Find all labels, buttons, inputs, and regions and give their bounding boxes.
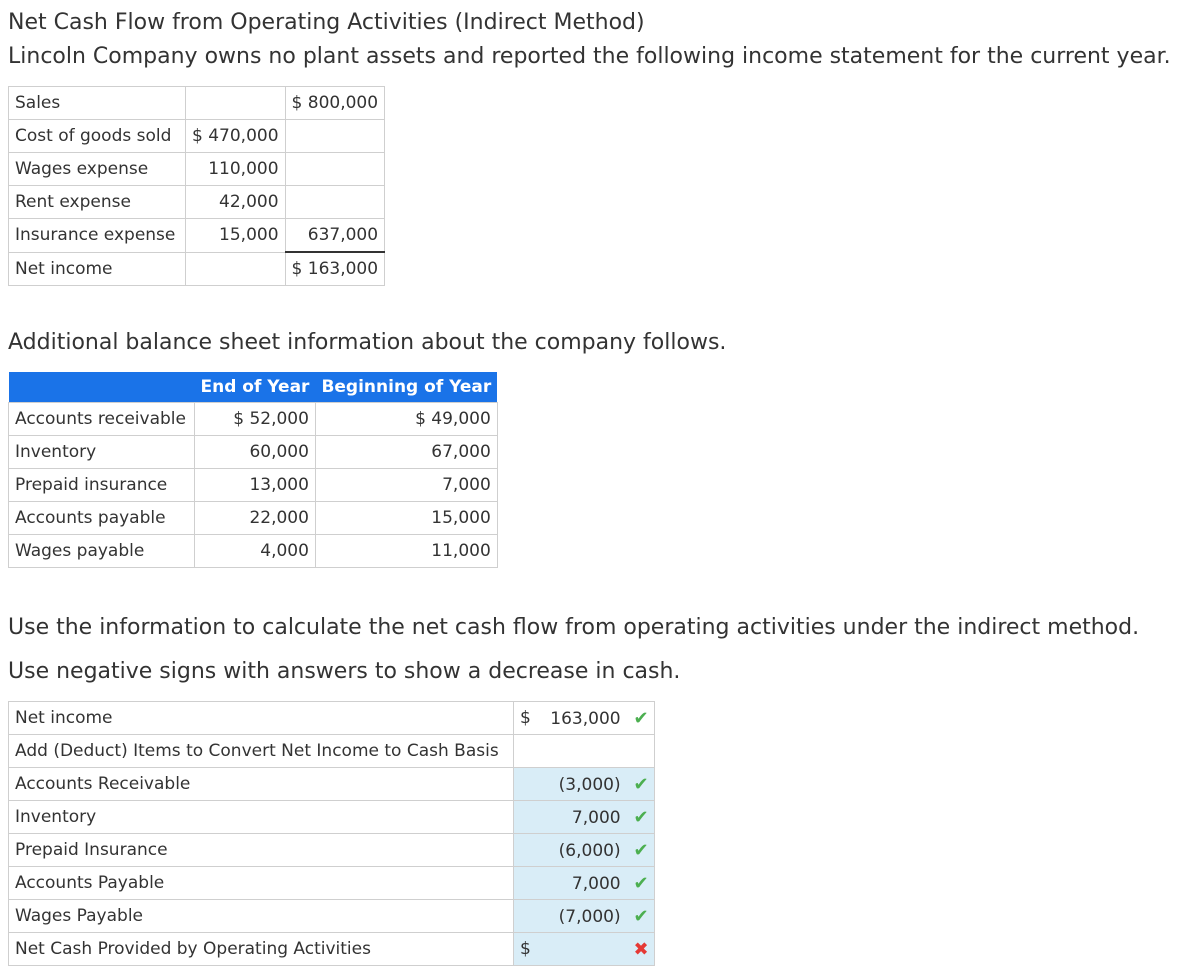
row-label: Net Cash Provided by Operating Activities xyxy=(9,933,514,966)
x-icon: ✖ xyxy=(633,938,649,960)
table-row xyxy=(9,801,655,834)
cell-end: $ 52,000 xyxy=(195,403,316,436)
table-row xyxy=(9,186,385,219)
row-label: Cost of goods sold xyxy=(9,120,186,153)
answer-value: (7,000) xyxy=(558,906,621,927)
page-title: Net Cash Flow from Operating Activities (Indirect Method) xyxy=(8,10,645,35)
table-row xyxy=(9,153,385,186)
cell-begin: $ 49,000 xyxy=(315,403,497,436)
balance-intro: Additional balance sheet information about the company follows. xyxy=(8,330,727,355)
cell-begin: 67,000 xyxy=(315,436,497,469)
table-header-row xyxy=(9,372,498,403)
check-icon: ✔ xyxy=(633,905,649,927)
table-row xyxy=(9,219,385,253)
row-label: Wages Payable xyxy=(9,900,514,933)
row-label: Insurance expense xyxy=(9,219,186,253)
row-label: Rent expense xyxy=(9,186,186,219)
row-label: Inventory xyxy=(9,801,514,834)
cell-begin: 15,000 xyxy=(315,502,497,535)
check-icon: ✔ xyxy=(633,806,649,828)
answer-field-prepaid-insurance[interactable] xyxy=(514,834,655,867)
table-row xyxy=(9,120,385,153)
cell-col2: $ 163,000 xyxy=(285,252,385,286)
row-label: Wages payable xyxy=(9,535,195,568)
cell-col2 xyxy=(285,186,385,219)
cell-col2 xyxy=(285,153,385,186)
cell-col2 xyxy=(285,120,385,153)
page-subtitle: Lincoln Company owns no plant assets and reported the following income statement for the current year. xyxy=(8,44,1171,69)
table-row xyxy=(9,768,655,801)
header-beginning-of-year: Beginning of Year xyxy=(315,372,497,403)
row-label: Accounts Receivable xyxy=(9,768,514,801)
table-row xyxy=(9,403,498,436)
cell-col1: $ 470,000 xyxy=(186,120,286,153)
answer-value: 7,000 xyxy=(571,873,621,894)
row-label: Prepaid Insurance xyxy=(9,834,514,867)
cell-end: 13,000 xyxy=(195,469,316,502)
answer-field-net-cash[interactable] xyxy=(514,933,655,966)
check-icon: ✔ xyxy=(633,872,649,894)
answer-value: (3,000) xyxy=(558,774,621,795)
row-label: Add (Deduct) Items to Convert Net Income to Cash Basis xyxy=(9,735,514,768)
table-row xyxy=(9,252,385,286)
row-label: Net income xyxy=(9,702,514,735)
balance-sheet-table xyxy=(8,372,498,568)
instruction-2: Use negative signs with answers to show a decrease in cash. xyxy=(8,659,681,684)
table-row xyxy=(9,87,385,120)
cell-begin: 7,000 xyxy=(315,469,497,502)
cell-col1: 15,000 xyxy=(186,219,286,253)
table-row xyxy=(9,535,498,568)
cell-col1 xyxy=(186,252,286,286)
answer-value: (6,000) xyxy=(558,840,621,861)
cell-col1 xyxy=(186,87,286,120)
row-label: Accounts receivable xyxy=(9,403,195,436)
answer-field-wages-payable[interactable] xyxy=(514,900,655,933)
row-label: Inventory xyxy=(9,436,195,469)
answer-field-net-income[interactable] xyxy=(514,702,655,735)
header-end-of-year: End of Year xyxy=(195,372,316,403)
answer-table xyxy=(8,701,655,966)
answer-value: 163,000 xyxy=(550,708,621,729)
answer-field-inventory[interactable] xyxy=(514,801,655,834)
answer-cell-empty xyxy=(514,735,655,768)
row-label: Accounts payable xyxy=(9,502,195,535)
instruction-1: Use the information to calculate the net cash flow from operating activities under the indirect method. xyxy=(8,615,1140,640)
table-row xyxy=(9,702,655,735)
row-label: Wages expense xyxy=(9,153,186,186)
cell-col1: 110,000 xyxy=(186,153,286,186)
header-blank xyxy=(9,372,195,403)
table-row xyxy=(9,900,655,933)
answer-field-accounts-payable[interactable] xyxy=(514,867,655,900)
check-icon: ✔ xyxy=(633,773,649,795)
dollar-sign: $ xyxy=(520,939,531,959)
row-label: Sales xyxy=(9,87,186,120)
cell-begin: 11,000 xyxy=(315,535,497,568)
income-statement-table xyxy=(8,86,385,286)
dollar-sign: $ xyxy=(520,708,531,728)
table-row xyxy=(9,834,655,867)
table-row xyxy=(9,933,655,966)
check-icon: ✔ xyxy=(633,839,649,861)
table-row xyxy=(9,867,655,900)
answer-value: 7,000 xyxy=(571,807,621,828)
table-row xyxy=(9,502,498,535)
row-label: Prepaid insurance xyxy=(9,469,195,502)
row-label: Net income xyxy=(9,252,186,286)
check-icon: ✔ xyxy=(633,707,649,729)
cell-end: 22,000 xyxy=(195,502,316,535)
cell-end: 60,000 xyxy=(195,436,316,469)
table-row xyxy=(9,436,498,469)
table-row xyxy=(9,469,498,502)
cell-col2: 637,000 xyxy=(285,219,385,253)
cell-col2: $ 800,000 xyxy=(285,87,385,120)
row-label: Accounts Payable xyxy=(9,867,514,900)
table-row xyxy=(9,735,655,768)
answer-field-accounts-receivable[interactable] xyxy=(514,768,655,801)
cell-col1: 42,000 xyxy=(186,186,286,219)
cell-end: 4,000 xyxy=(195,535,316,568)
